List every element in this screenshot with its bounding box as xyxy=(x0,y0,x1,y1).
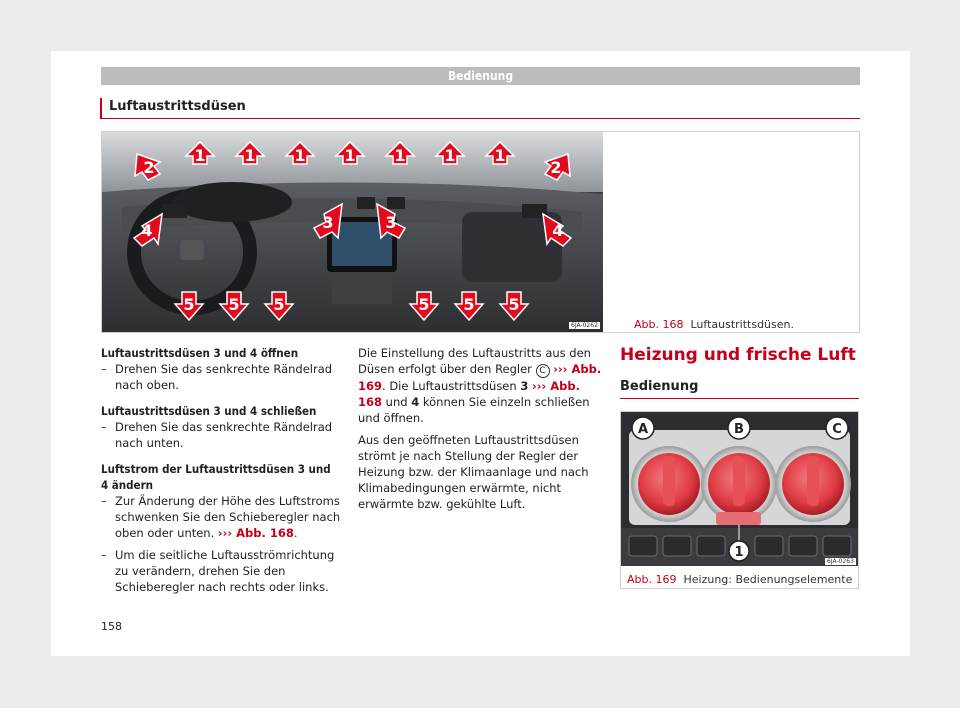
arrow-marker-5 xyxy=(455,292,483,320)
page-number: 158 xyxy=(101,620,122,633)
manual-page xyxy=(51,51,910,656)
svg-text:1: 1 xyxy=(394,146,406,165)
paragraph: Die Einstellung des Luftaustritts aus den Düsen erfolgt über den Regler C ››› Abb. 169. Die Luftaustrittsdüsen 3 ››› Abb. 168 und 4 können Sie einzeln schließen und öffnen. xyxy=(358,346,602,425)
paragraph: Aus den geöffneten Luftaustrittsdüsen strömt je nach Stellung der Regler der Heizung bzw. der Klimaanlage und nach Klimabedingungen erwärmte, nicht erwärmte bzw. gekühlte Luft. xyxy=(358,433,589,511)
svg-text:5: 5 xyxy=(183,295,195,314)
dashboard-illustration xyxy=(102,132,603,332)
svg-text:5: 5 xyxy=(273,295,285,314)
figure-link[interactable]: ››› Abb. 169 xyxy=(358,362,602,393)
heating-controls-illustration xyxy=(621,412,858,566)
svg-text:4: 4 xyxy=(552,221,564,240)
arrow-marker-3 xyxy=(377,204,405,238)
svg-text:5: 5 xyxy=(463,295,475,314)
svg-text:1: 1 xyxy=(444,146,456,165)
arrow-marker-4 xyxy=(543,214,571,246)
subtitle-rule xyxy=(620,398,859,399)
figure-168 xyxy=(101,131,860,333)
arrow-marker-1 xyxy=(336,142,364,165)
chapter-header: Bedienung xyxy=(101,67,860,85)
arrow-marker-2 xyxy=(545,154,570,180)
svg-text:2: 2 xyxy=(550,158,562,177)
svg-text:3: 3 xyxy=(385,213,397,232)
list-item: – Zur Änderung der Höhe des Luftstroms schwenken Sie den Schieberegler nach oben oder unten. ››› Abb. 168. xyxy=(101,494,341,540)
heading-airflow: Luftstrom der Luftaustrittsdüsen 3 und 4 ändern xyxy=(101,462,331,492)
svg-text:2: 2 xyxy=(143,158,155,177)
title-rule xyxy=(101,118,860,119)
section-title: Luftaustrittsdüsen xyxy=(109,99,246,114)
figure-169 xyxy=(620,411,859,589)
svg-text:4: 4 xyxy=(141,221,153,240)
svg-text:1: 1 xyxy=(194,146,206,165)
figure-code: 6JA-0263 xyxy=(827,558,854,565)
svg-text:3: 3 xyxy=(322,213,334,232)
arrow-marker-1 xyxy=(486,142,514,165)
subsection-title: Bedienung xyxy=(620,379,699,394)
arrow-marker-5 xyxy=(265,292,293,320)
button-label-1: 1 xyxy=(734,545,744,560)
arrow-marker-4 xyxy=(134,214,162,246)
svg-text:5: 5 xyxy=(508,295,520,314)
list-item: – Drehen Sie das senkrechte Rändelrad nach oben. xyxy=(101,362,333,392)
knob-label-b: B xyxy=(734,422,744,437)
figure-169-caption: Abb. 169 Heizung: Bedienungselemente xyxy=(627,573,853,586)
heading-close: Luftaustrittsdüsen 3 und 4 schließen xyxy=(101,404,317,418)
knob-label-a: A xyxy=(637,422,649,437)
figure-link[interactable]: ››› Abb. 168 xyxy=(217,526,294,540)
list-item: – Drehen Sie das senkrechte Rändelrad nach unten. xyxy=(101,420,333,450)
svg-text:1: 1 xyxy=(294,146,306,165)
arrow-marker-5 xyxy=(410,292,438,320)
heading-open: Luftaustrittsdüsen 3 und 4 öffnen xyxy=(101,346,299,360)
arrow-marker-3 xyxy=(314,204,342,238)
control-c-symbol: C xyxy=(536,364,550,378)
title-accent-bar xyxy=(100,98,102,119)
knob-label-c: C xyxy=(832,422,842,437)
arrow-marker-1 xyxy=(236,142,264,165)
arrow-marker-5 xyxy=(175,292,203,320)
svg-text:1: 1 xyxy=(244,146,256,165)
figure-168-caption: Abb. 168 Luftaustrittsdüsen. xyxy=(634,318,794,331)
chapter-section-title: Heizung und frische Luft xyxy=(620,345,856,365)
figure-code: 6JA-0262 xyxy=(571,322,598,329)
list-item: – Um die seitliche Luftausströmrichtung zu verändern, drehen Sie den Schieberegler nach rechts oder links. xyxy=(101,548,335,594)
middle-column xyxy=(358,345,604,518)
arrow-marker-1 xyxy=(436,142,464,165)
arrow-marker-1 xyxy=(286,142,314,165)
svg-text:5: 5 xyxy=(418,295,430,314)
svg-text:1: 1 xyxy=(344,146,356,165)
arrow-marker-1 xyxy=(186,142,214,165)
arrow-marker-5 xyxy=(220,292,248,320)
figure-link[interactable]: ››› Abb. 168 xyxy=(358,379,580,409)
arrow-marker-2 xyxy=(135,154,160,180)
svg-text:1: 1 xyxy=(494,146,506,165)
left-column xyxy=(101,345,341,601)
arrow-marker-1 xyxy=(386,142,414,165)
arrow-marker-5 xyxy=(500,292,528,320)
svg-text:5: 5 xyxy=(228,295,240,314)
